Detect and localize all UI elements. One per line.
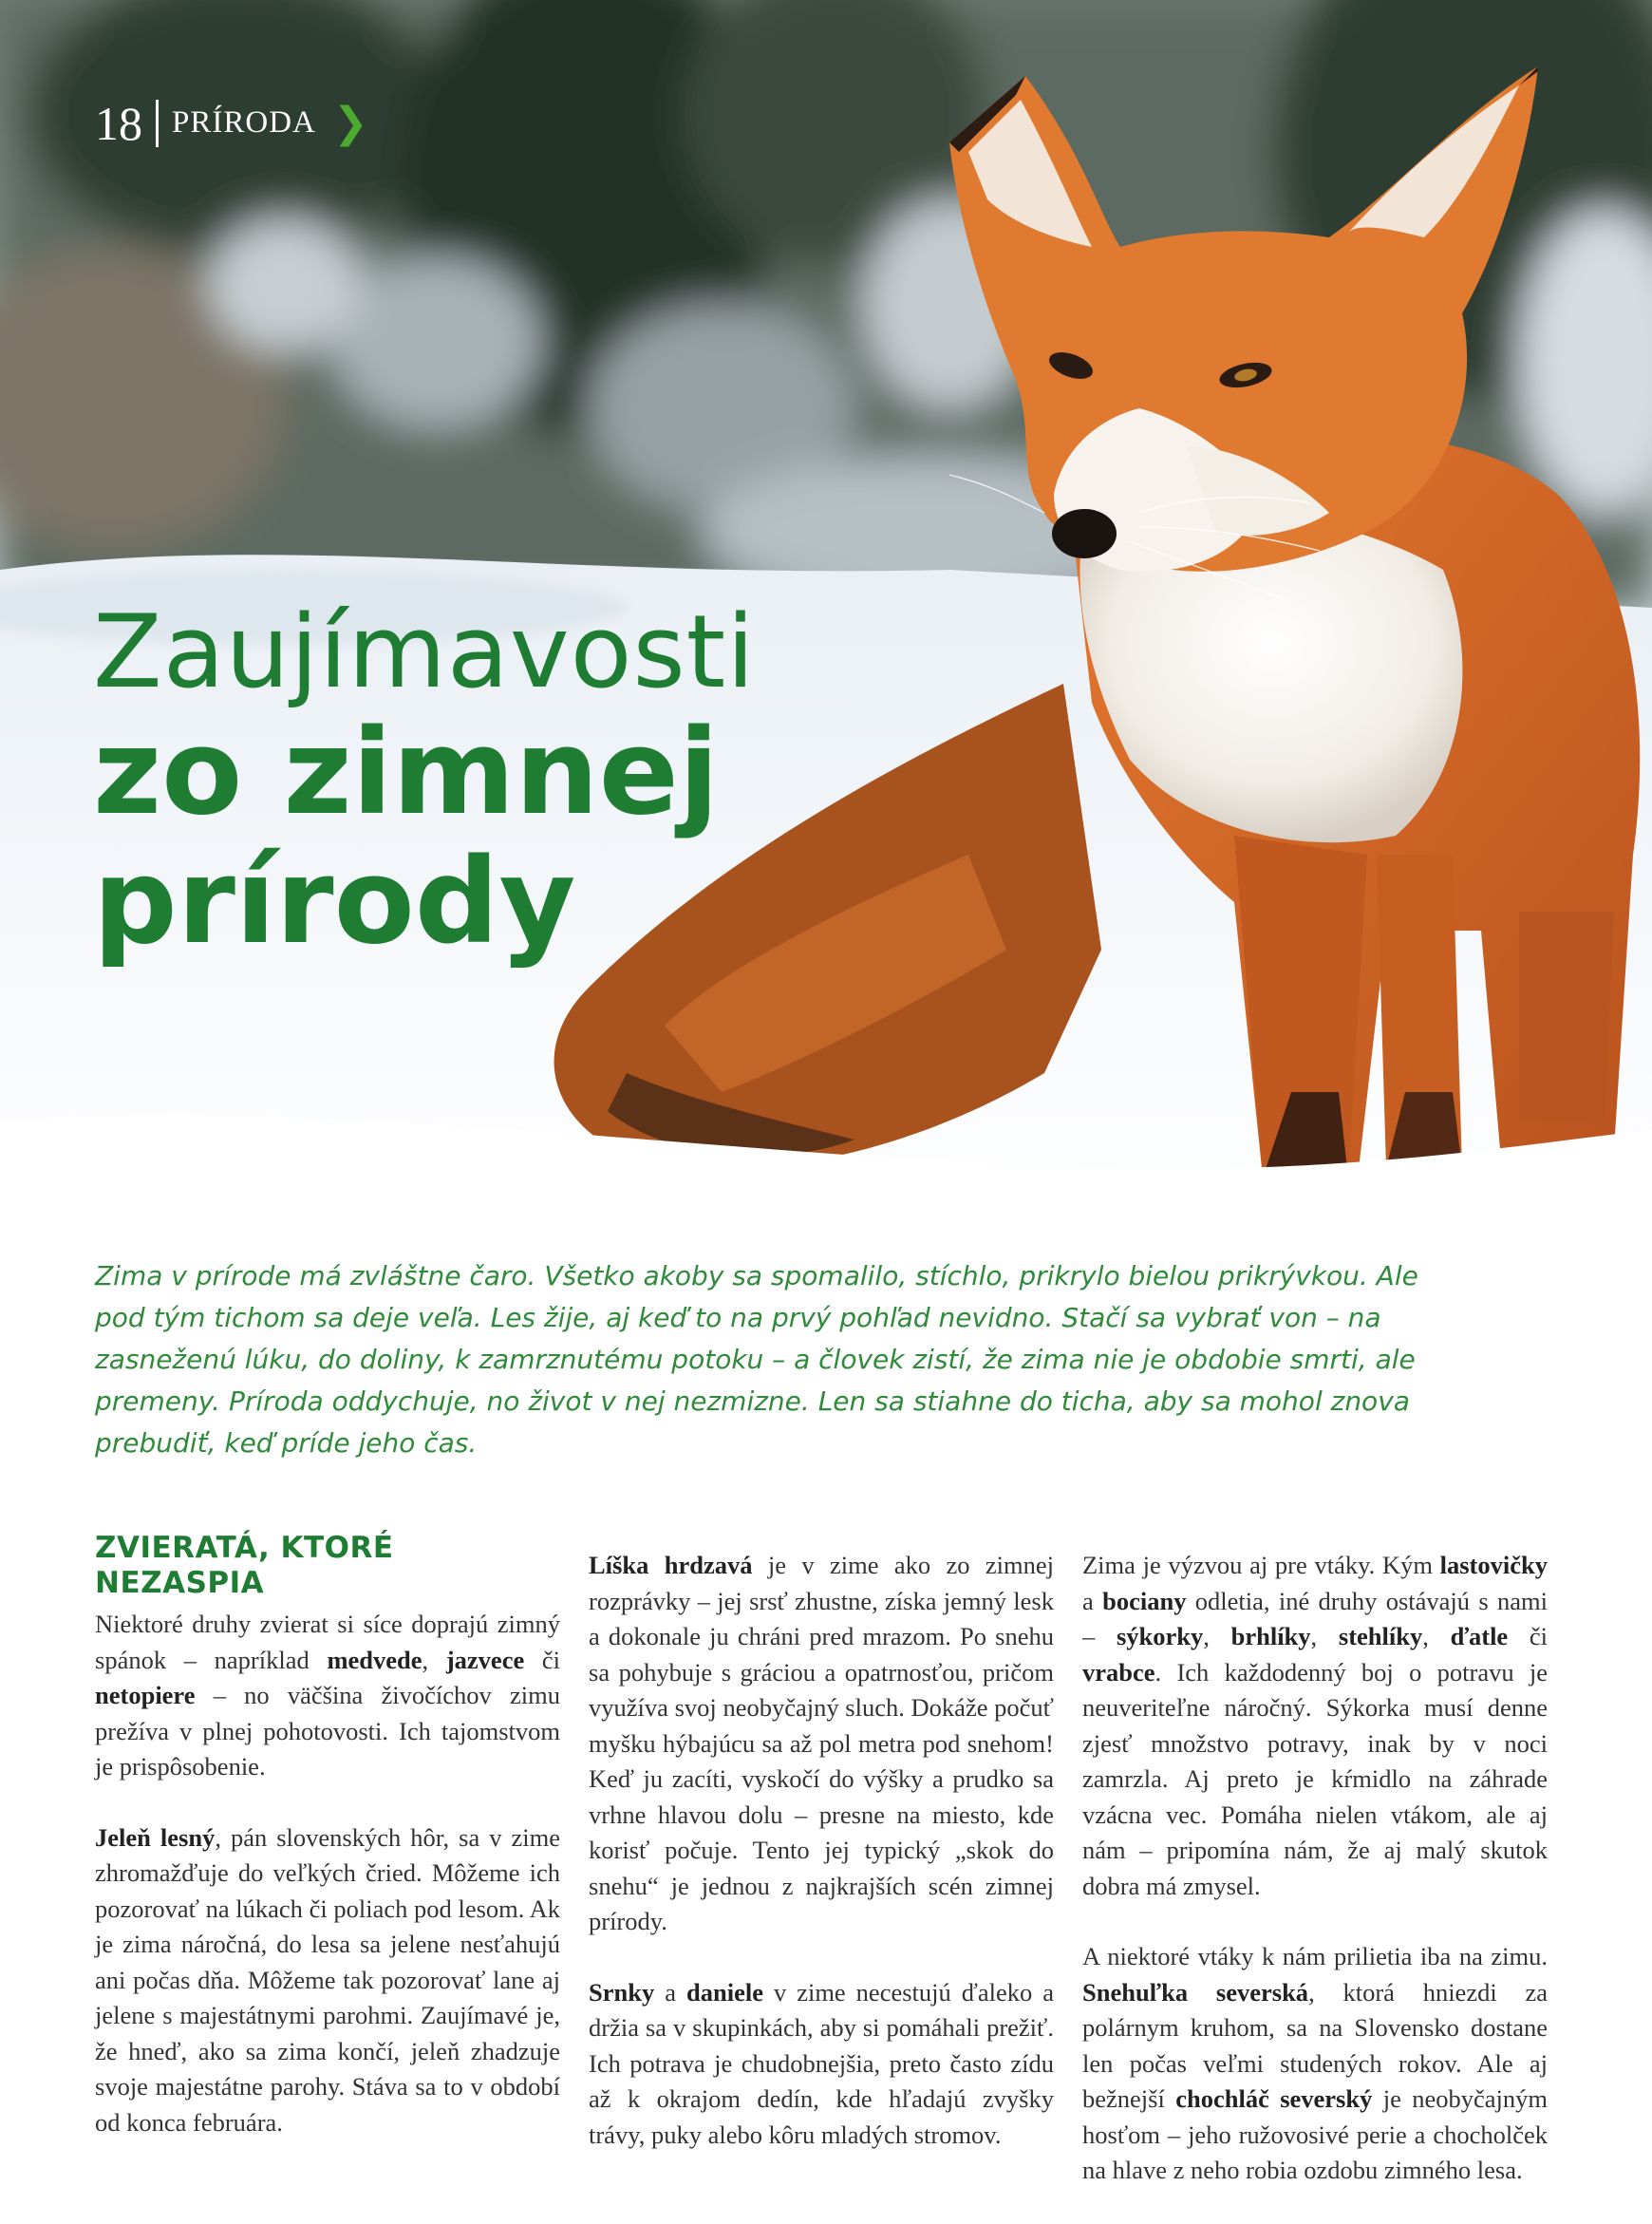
lead-paragraph: Zima v prírode má zvláštne čaro. Všetko akoby sa spomalilo, stíchlo, prikrylo bielou prikrývkou. Ale pod tým tichom sa deje veľa. Les žije, aj keď to na prvý pohľad nevidno. Stačí sa vybrať von – na zasneženú lúku, do doliny, k zamrznutému potoku – a človek zistí, že zima nie je obdobie smrti, ale premeny. Príroda oddychuje, no život v nej nezmizne. Len sa stiahne do ticha, aby sa mohol znova prebudiť, keď príde jeho čas.: [95, 1260, 1418, 1459]
bold-term: daniele: [685, 1977, 763, 2007]
text-run: či: [524, 1645, 561, 1674]
text-run: ,: [1203, 1622, 1231, 1650]
article-column-1: [95, 1531, 560, 2176]
bold-term: netopiere: [95, 1681, 196, 1709]
column2-paragraph-1: [589, 1548, 1054, 1940]
page-number: 18: [95, 96, 142, 150]
text-run: Zima je výzvou aj pre vtáky. Kým: [1082, 1551, 1440, 1579]
section-heading: ZVIERATÁ, KTORÉ NEZASPIA: [95, 1531, 394, 1600]
bold-term: brhlíky: [1230, 1622, 1311, 1650]
bold-term: Jeleň lesný: [95, 1822, 216, 1852]
column1-paragraph-1: [95, 1607, 560, 1785]
headline-line-3: prírody: [93, 834, 576, 971]
bold-term: stehlíky: [1338, 1622, 1423, 1650]
bold-term: Snehuľka severská: [1082, 1977, 1309, 2007]
text-run: je v zime ako zo zimnej rozprávky – jej srsť zhustne, získa jemný lesk a dokonale ju chráni pred mrazom. Po snehu sa pohybuje s gráciou a opatrnosťou, pričom využíva svoj neobyčajný sluch. Dokáže počuť myšku hýbajúcu sa až pol metra pod snehom! Keď ju zacíti, vyskočí do výšky a prudko sa vrhne hlavou dolu – presne na miesto, kde korisť počuje. Tento jej typický „skok do snehu“ je jednou z najkrajších scén zimnej prírody.: [589, 1551, 1054, 1935]
article-column-3: [1082, 1548, 1548, 2224]
bold-term: lastovičky: [1439, 1551, 1548, 1579]
text-run: je neobyčajným hosťom – jeho ružovosivé perie a chocholček na hlave z neho robia ozdobu zimného lesa.: [1082, 2084, 1548, 2184]
text-run: , pán slovenských hôr, sa v zime zhromažďuje do veľkých čried. Môžeme ich pozorovať na lúkach či poliach pod lesom. Ak je zima náročná, do lesa sa jelene nesťahujú ani počas dňa. Môžeme tak pozorovať lane aj jelene s majestátnymi parohmi. Zaujímavé je, že hneď, ako sa zima končí, jeleň zhadzuje svoje majestátne parohy. Stáva sa to v období od konca februára.: [95, 1822, 560, 2137]
text-run: , ktorá hniezdi za polárnym kruhom, sa na Slovensko dostane len počas veľmi studených rokov. Ale aj bežnejší: [1082, 1977, 1548, 2113]
chevron-right-icon: ❯: [332, 99, 368, 147]
bold-term: Srnky: [589, 1977, 655, 2007]
folio-divider: [156, 100, 159, 147]
text-run: . Ich každodenný boj o potravu je neuveriteľne náročný. Sýkorka musí denne zjesť množstvo potravy, inak by v noci zamrzla. Aj preto je kŕmidlo na záhrade vzácna vec. Pomáha nielen vtákom, ale aj nám – pripomína nám, že aj malý skutok dobra má zmysel.: [1082, 1657, 1548, 1900]
text-run: – no väčšina živočíchov zimu prežíva v plnej pohotovosti. Ich tajomstvom je prispôsobenie.: [95, 1681, 560, 1781]
text-run: či: [1508, 1622, 1549, 1650]
column2-paragraph-2: [589, 1975, 1054, 2154]
bold-term: vrabce: [1082, 1657, 1155, 1687]
bold-term: sýkorky: [1116, 1622, 1204, 1650]
bold-term: bociany: [1102, 1586, 1187, 1615]
section-label: PRÍRODA: [172, 105, 316, 140]
text-run: a: [654, 1977, 686, 2007]
bold-term: chochláč severský: [1175, 2084, 1373, 2113]
article-headline: [93, 594, 756, 971]
headline-line-1: Zaujímavosti: [93, 594, 756, 710]
bold-term: medvede: [327, 1645, 422, 1674]
text-run: A niektoré vtáky k nám prilietia iba na zimu.: [1082, 1942, 1548, 1970]
article-column-2: [589, 1548, 1054, 2188]
text-run: ,: [422, 1645, 446, 1674]
text-run: v zime necestujú ďaleko a držia sa v skupinkách, aby si pomáhali prežiť. Ich potrava je chudobnejšia, preto často zídu až k okrajom dedín, kde hľadajú zvyšky trávy, puky alebo kôru mladých stromov.: [589, 1977, 1055, 2149]
bold-term: Líška hrdzavá: [589, 1551, 753, 1579]
bold-term: jazvece: [445, 1645, 525, 1674]
column1-paragraph-2: [95, 1820, 560, 2141]
text-run: ,: [1310, 1622, 1339, 1650]
page-folio: [95, 96, 368, 150]
headline-line-2: zo zimnej: [93, 705, 720, 841]
text-run: a: [1082, 1586, 1103, 1615]
text-run: odletia, iné druhy ostávajú s nami –: [1082, 1586, 1548, 1650]
column3-paragraph-1: [1082, 1548, 1548, 1904]
column3-paragraph-2: [1082, 1939, 1548, 2189]
bold-term: ďatle: [1450, 1622, 1509, 1650]
text-run: Niektoré druhy zvierat si síce doprajú zimný spánok – napríklad: [95, 1610, 560, 1674]
text-run: ,: [1422, 1622, 1451, 1650]
